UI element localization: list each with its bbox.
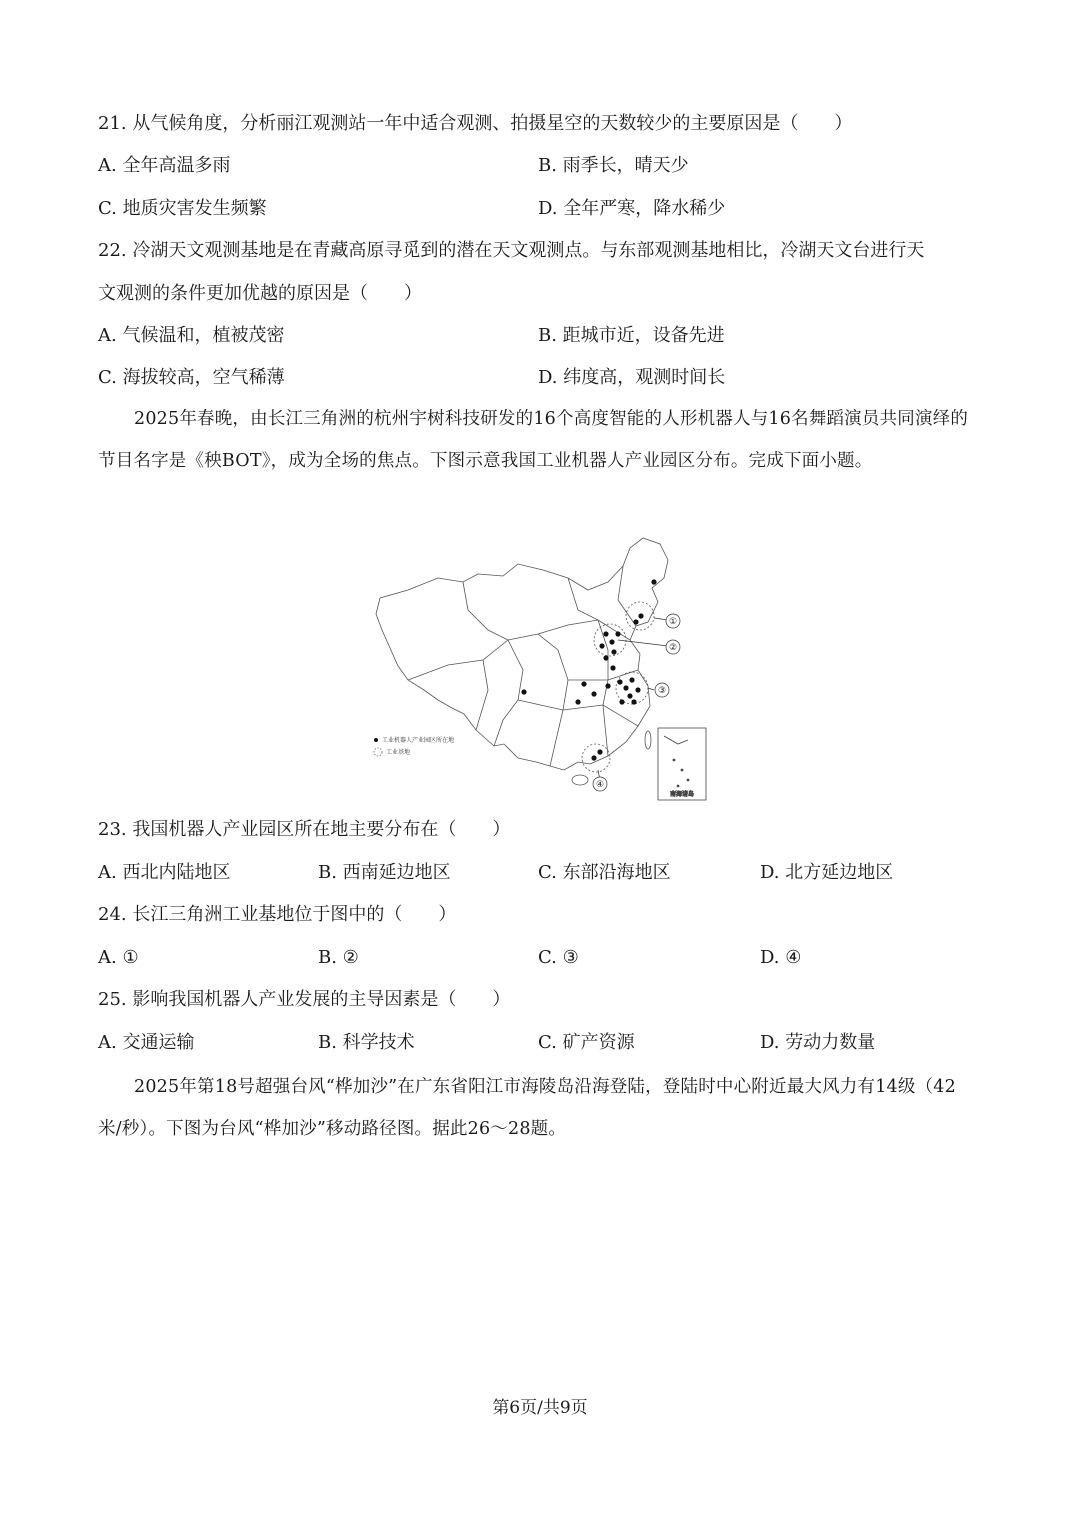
marker-1: ① (668, 617, 678, 627)
q24-option-d: D. ④ (760, 947, 802, 968)
marker-2: ② (668, 643, 678, 653)
china-outline (376, 538, 668, 770)
q21-option-b: B. 雨季长，晴天少 (538, 155, 689, 176)
q23-stem: 23. 我国机器人产业园区所在地主要分布在（ ） (98, 819, 511, 840)
q22-option-a: A. 气候温和，植被茂密 (98, 325, 285, 346)
china-robot-park-map (368, 530, 708, 802)
q21-option-a: A. 全年高温多雨 (98, 155, 231, 176)
q24-option-a: A. ① (98, 947, 139, 968)
q24-option-b: B. ② (318, 947, 359, 968)
q22-option-c: C. 海拔较高，空气稀薄 (98, 367, 285, 388)
q25-option-c: C. 矿产资源 (538, 1032, 635, 1053)
q21-option-d: D. 全年严寒，降水稀少 (538, 198, 726, 219)
passage-typhoon: 2025年第18号超强台风“桦加沙”在广东省阳江市海陵岛沿海登陆，登陆时中心附近最大风力有14级（42米/秒）。下图为台风“桦加沙”移动路径图。据此26～28题。 (98, 1077, 956, 1139)
robot-park-dots (521, 579, 656, 760)
q25-stem: 25. 影响我国机器人产业发展的主导因素是（ ） (98, 989, 511, 1010)
q22-option-b: B. 距城市近，设备先进 (538, 325, 725, 346)
map-legend (374, 736, 454, 756)
q22-option-d: D. 纬度高，观测时间长 (538, 367, 726, 388)
south-china-sea-inset (658, 728, 706, 800)
q22-stem-line2: 文观测的条件更加优越的原因是（ ） (98, 283, 422, 304)
q23-option-d: D. 北方延边地区 (760, 862, 894, 883)
q23-option-b: B. 西南延边地区 (318, 862, 451, 883)
q23-option-c: C. 东部沿海地区 (538, 862, 671, 883)
q21-stem: 21. 从气候角度，分析丽江观测站一年中适合观测、拍摄星空的天数较少的主要原因是（ ） (98, 113, 853, 134)
q24-option-c: C. ③ (538, 947, 579, 968)
q24-stem: 24. 长江三角洲工业基地位于图中的（ ） (98, 904, 457, 925)
page-number: 第6页/共9页 (492, 1398, 588, 1418)
passage-robots: 2025年春晚，由长江三角洲的杭州宇树科技研发的16个高度智能的人形机器人与16名舞蹈演员共同演绎的节目名字是《秧BOT》，成为全场的焦点。下图示意我国工业机器人产业园区分布。完成下面小题。 (98, 409, 969, 471)
legend-industrial-base: 工业基地 (386, 749, 411, 756)
q21-option-c: C. 地质灾害发生频繁 (98, 198, 267, 219)
q25-option-a: A. 交通运输 (98, 1032, 195, 1053)
inset-label: 南海诸岛 (669, 791, 695, 798)
marker-3: ③ (657, 686, 667, 696)
marker-4: ④ (595, 780, 605, 790)
q22-stem-line1: 22. 冷湖天文观测基地是在青藏高原寻觅到的潜在天文观测点。与东部观测基地相比，冷湖天文台进行天 (98, 240, 925, 261)
legend-robot-park: 工业机器人产业园区所在地 (382, 737, 455, 744)
q25-option-d: D. 劳动力数量 (760, 1032, 876, 1053)
q25-option-b: B. 科学技术 (318, 1032, 415, 1053)
q23-option-a: A. 西北内陆地区 (98, 862, 231, 883)
